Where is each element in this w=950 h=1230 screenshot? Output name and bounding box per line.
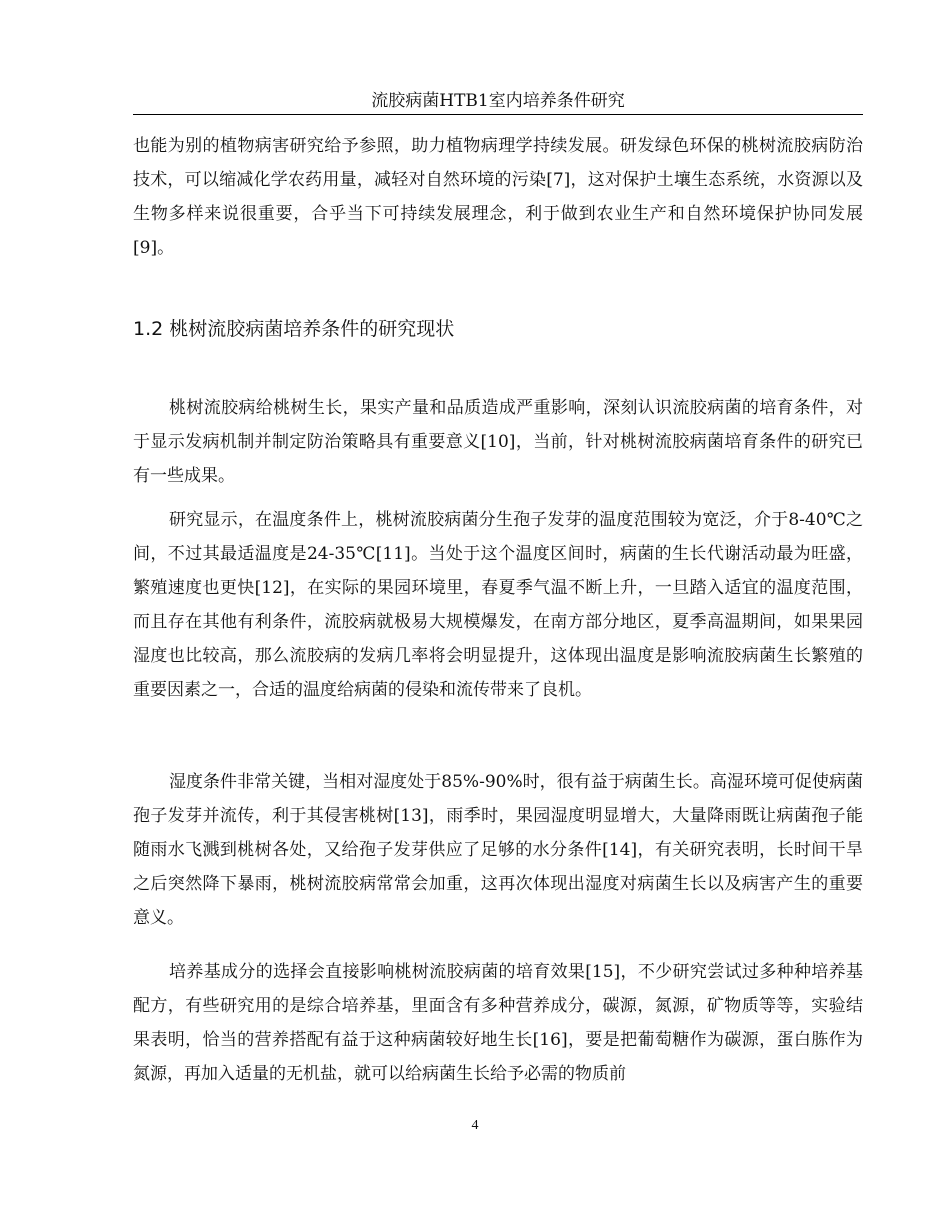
section-heading: 1.2 桃树流胶病菌培养条件的研究现状 (133, 318, 455, 340)
running-header: 流胶病菌HTB1室内培养条件研究 (371, 91, 625, 111)
header-divider (133, 114, 863, 115)
paragraph-overview: 桃树流胶病给桃树生长，果实产量和品质造成严重影响，深刻认识流胶病菌的培育条件，对于显示发病机制并制定防治策略具有重要意义[10]，当前，针对桃树流胶病菌培育条件的研究已有一些成果。 (133, 398, 863, 486)
paragraph-medium: 培养基成分的选择会直接影响桃树流胶病菌的培育效果[15]，不少研究尝试过多种种培养基配方，有些研究用的是综合培养基，里面含有多种营养成分，碳源，氮源，矿物质等等，实验结果表明，恰当的营养搭配有益于这种病菌较好地生长[16]，要是把葡萄糖作为碳源，蛋白胨作为氮源，再加入适量的无机盐，就可以给病菌生长给予必需的物质前 (133, 962, 863, 1084)
paragraph-humidity: 湿度条件非常关键，当相对湿度处于85%-90%时，很有益于病菌生长。高湿环境可促使病菌孢子发芽并流传，利于其侵害桃树[13]，雨季时，果园湿度明显增大，大量降雨既让病菌孢子能随雨水飞溅到桃树各处，又给孢子发芽供应了足够的水分条件[14]，有关研究表明，长时间干旱之后突然降下暴雨，桃树流胶病常常会加重，这再次体现出湿度对病菌生长以及病害产生的重要意义。 (133, 772, 863, 928)
page-number: 4 (471, 1118, 479, 1133)
paragraph-temperature: 研究显示，在温度条件上，桃树流胶病菌分生孢子发芽的温度范围较为宽泛，介于8-40℃之间，不过其最适温度是24-35℃[11]。当处于这个温度区间时，病菌的生长代谢活动最为旺盛，繁殖速度也更快[12]，在实际的果园环境里，春夏季气温不断上升，一旦踏入适宜的温度范围，而且存在其他有利条件，流胶病就极易大规模爆发，在南方部分地区，夏季高温期间，如果果园湿度也比较高，那么流胶病的发病几率将会明显提升，这体现出温度是影响流胶病菌生长繁殖的重要因素之一，合适的温度给病菌的侵染和流传带来了良机。 (133, 510, 863, 700)
paragraph-intro-continued: 也能为别的植物病害研究给予参照，助力植物病理学持续发展。研发绿色环保的桃树流胶病防治技术，可以缩减化学农药用量，减轻对自然环境的污染[7]，这对保护土壤生态系统，水资源以及生物多样来说很重要，合乎当下可持续发展理念，利于做到农业生产和自然环境保护协同发展[9]。 (133, 136, 863, 258)
